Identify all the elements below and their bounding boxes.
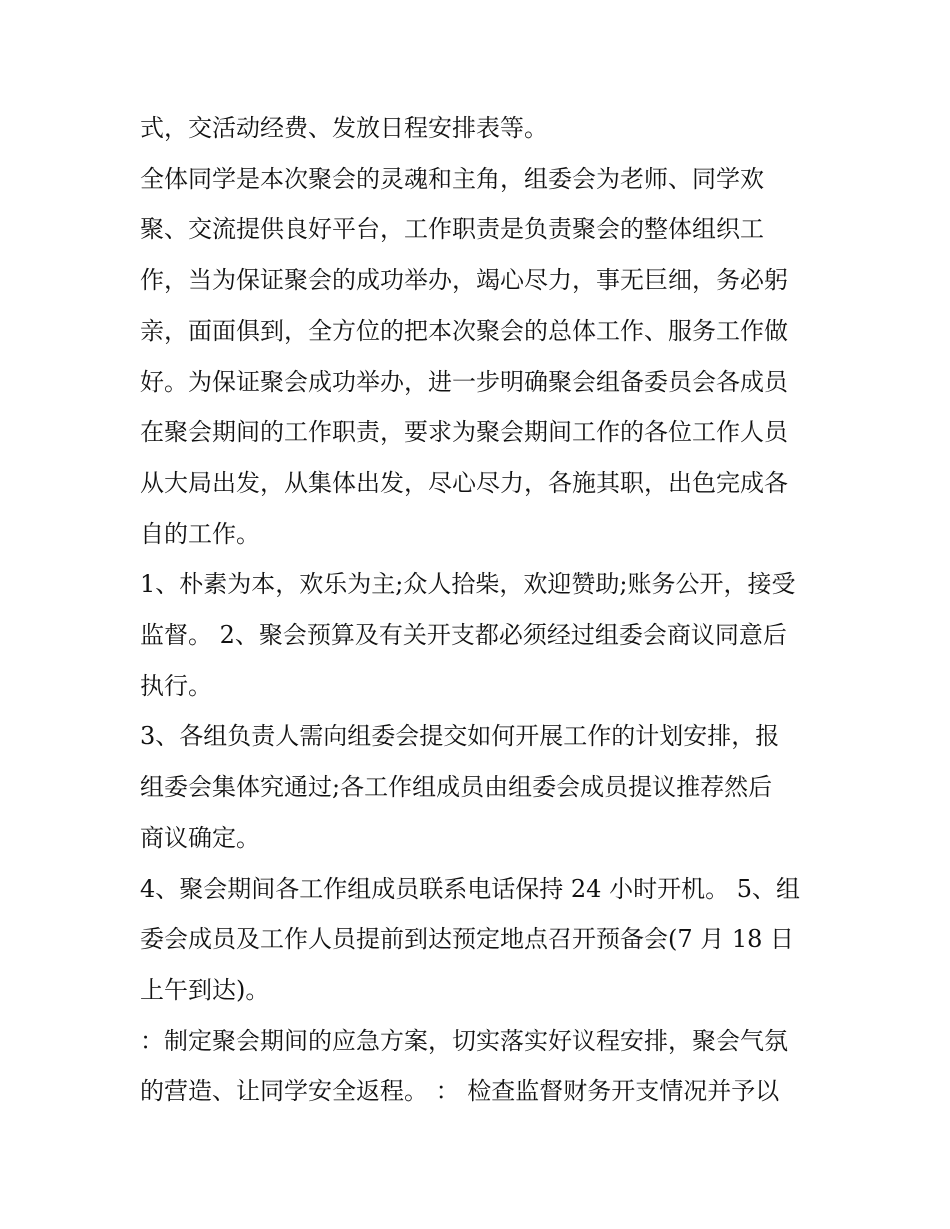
text-line: 商议确定。 (140, 823, 260, 852)
paragraph (140, 154, 820, 560)
text-line: 委会成员及工作人员提前到达预定地点召开预备会(7 月 18 日 (140, 925, 795, 954)
text-line: 式，交活动经费、发放日程安排表等。 (140, 114, 548, 142)
text-line: 自的工作。 (140, 519, 260, 548)
text-line: 的营造、让同学安全返程。 ： 检查监督财务开支情况并予以 (140, 1077, 780, 1106)
text-line: 3、各组负责人需向组委会提交如何开展工作的计划安排，报 (140, 722, 780, 751)
text-line: 从大局出发，从集体出发，尽心尽力，各施其职，出色完成各 (140, 468, 788, 497)
text-line: 1、朴素为本，欢乐为主;众人拾柴，欢迎赞助;账务公开，接受 (140, 570, 796, 599)
text-line: 组委会集体究通过;各工作组成员由组委会成员提议推荐然后 (140, 773, 773, 802)
text-line: 亲，面面俱到，全方位的把本次聚会的总体工作、服务工作做 (140, 316, 788, 345)
text-line: 作，当为保证聚会的成功举办，竭心尽力，事无巨细，务必躬 (140, 266, 788, 295)
text-line: 全体同学是本次聚会的灵魂和主角，组委会为老师、同学欢 (140, 164, 764, 193)
paragraph (140, 711, 820, 863)
text-line: ：制定聚会期间的应急方案，切实落实好议程安排，聚会气氛 (140, 1026, 788, 1055)
text-line: 聚、交流提供良好平台，工作职责是负责聚会的整体组织工 (140, 215, 764, 244)
document-body (140, 103, 820, 1117)
paragraph (140, 103, 820, 154)
paragraph (140, 559, 820, 711)
text-line: 执行。 (140, 671, 212, 700)
text-line: 上午到达)。 (140, 975, 270, 1004)
text-line: 监督。 2、聚会预算及有关开支都必须经过组委会商议同意后 (140, 621, 787, 650)
paragraph (140, 1016, 820, 1117)
text-line: 好。为保证聚会成功举办，进一步明确聚会组备委员会各成员 (140, 367, 788, 396)
paragraph (140, 864, 820, 1016)
text-line: 4、聚会期间各工作组成员联系电话保持 24 小时开机。 5、组 (140, 874, 800, 903)
text-line: 在聚会期间的工作职责，要求为聚会期间工作的各位工作人员 (140, 418, 788, 447)
